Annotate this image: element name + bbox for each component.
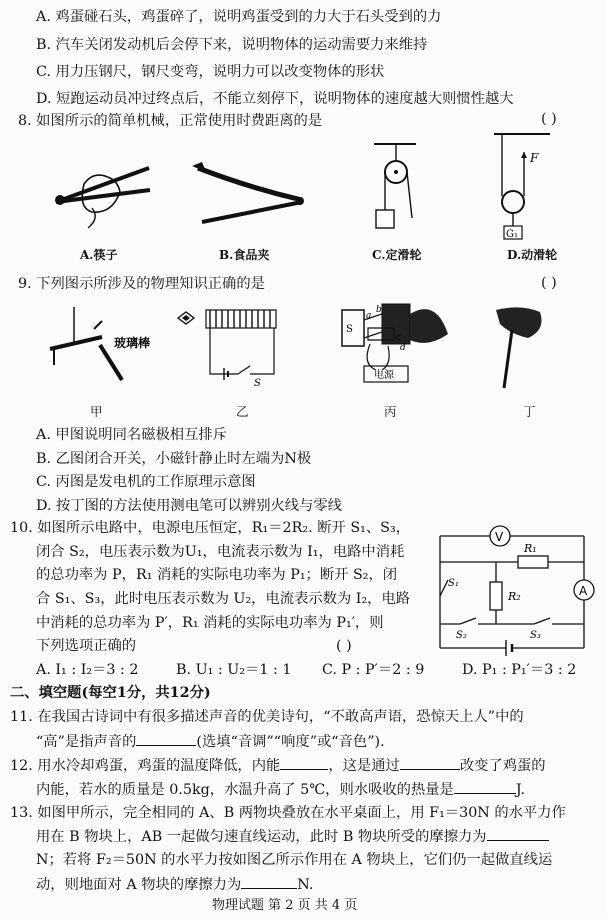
fig-label-c: c: [396, 333, 402, 343]
s1-label: S₁: [448, 578, 459, 589]
q10-line-4: 合 S₁、S₃，此时电压表示数为 U₂，电流表示数为 I₂，电路: [36, 591, 411, 607]
figure-bing-motor: [340, 302, 450, 394]
q11-line-2-prefix: “高”是指声音的: [36, 734, 137, 750]
figure-ding-tester: [490, 302, 550, 394]
q8-caption-b: B.食品夹: [219, 248, 270, 262]
q13-line-2-text: 用在 B 物块上，AB 一起做匀速直线运动，此时 B 物块所受的摩擦力为: [36, 829, 487, 845]
q11-line-2: [36, 731, 385, 752]
q13-line-4: [36, 874, 313, 895]
q10-line-6: 下列选项正确的: [36, 638, 137, 654]
q9-caption-bing: 丙: [384, 404, 397, 419]
ammeter-label: A: [579, 584, 588, 598]
figure-jia-magnet: [44, 305, 164, 390]
power-label: 电源: [374, 370, 394, 381]
r2-label: R₂: [508, 590, 521, 603]
voltmeter-label: V: [495, 530, 504, 544]
food-tongs-figure: [190, 160, 310, 230]
q12-line-1-part-c: 改变了鸡蛋的: [459, 758, 546, 774]
q13-line-4-suffix: N.: [297, 877, 314, 893]
q10-option-a: A. I₁ : I₂＝3 : 2: [36, 662, 139, 678]
fig-label-b: b: [376, 305, 382, 315]
q12-line-2-part-a: 内能，若水的质量是 0.5kg，水温升高了 5℃，则水吸收的热量是: [36, 782, 454, 798]
fixed-pulley-figure: [370, 140, 420, 240]
magnet-label: S: [346, 324, 353, 335]
q10-line-2: 闭合 S₂，电压表示数为U₁，电流表示数为 I₁，电路中消耗: [36, 544, 405, 560]
q8-caption-c: C.定滑轮: [372, 248, 422, 262]
q9-caption-jia: 甲: [90, 404, 103, 419]
q10-circuit-diagram: [426, 518, 596, 658]
figure-yi-solenoid: [176, 308, 286, 389]
q11-blank-1[interactable]: [136, 731, 196, 746]
q11-line-1: 11. 在我国古诗词中有很多描述声音的优美诗句，“不敢高声语，恐惊天上人”中的: [10, 709, 524, 725]
q7-option-a: A. 鸡蛋碰石头，鸡蛋碎了，说明鸡蛋受到的力大于石头受到的力: [36, 9, 442, 25]
q13-blank-1[interactable]: [487, 826, 549, 841]
q10-line-3: 的总功率为 P，R₁ 消耗的实际电功率为 P₁；断开 S₂，闭: [36, 567, 398, 583]
q13-line-4-prefix: 动，则地面对 A 物块的摩擦力为: [36, 877, 242, 893]
q13-line-2: [36, 826, 549, 847]
chopsticks-figure: [44, 150, 154, 240]
q9-option-c: C. 丙图是发电机的工作原理示意图: [36, 474, 256, 490]
q8-stem: 8. 如图所示的简单机械，正常使用时费距离的是: [18, 113, 323, 129]
force-label: F: [530, 151, 539, 165]
q7-option-d: D. 短跑运动员冲过终点后，不能立刻停下，说明物体的速度越大则惯性越大: [36, 91, 514, 107]
q13-line-1: 13. 如图甲所示，完全相同的 A、B 两物块叠放在水平桌面上，用 F₁＝30N 的水平力作: [10, 805, 566, 821]
q12-line-2: [36, 779, 525, 800]
q10-option-b: B. U₁ : U₂＝1 : 1: [176, 662, 292, 678]
q9-caption-ding: 丁: [523, 404, 536, 419]
q9-option-b: B. 乙图闭合开关，小磁针静止时左端为N极: [36, 451, 312, 467]
s3-label: S₃: [530, 630, 541, 641]
q13-blank-2[interactable]: [241, 874, 297, 889]
q12-line-1-part-b: ，这是通过: [328, 758, 400, 774]
glass-rod-label: 玻璃棒: [114, 336, 151, 350]
weight-label: G₁: [506, 229, 518, 240]
movable-pulley-figure: [492, 130, 552, 245]
q12-blank-1[interactable]: [280, 755, 328, 770]
q12-line-2-part-b: J.: [515, 782, 526, 798]
q12-blank-2[interactable]: [400, 755, 460, 770]
q9-stem: 9. 下列图示所涉及的物理知识正确的是: [18, 276, 265, 292]
q7-option-b: B. 汽车关闭发动机后会停下来，说明物体的运动需要力来维持: [36, 37, 428, 53]
q10-answer-paren: ( ): [336, 638, 352, 654]
fig-label-d: d: [400, 343, 406, 353]
q8-caption-a: A.筷子: [80, 248, 118, 262]
q9-answer-paren: ( ): [541, 275, 557, 291]
q10-line-1: 10. 如图所示电路中，电源电压恒定，R₁＝2R₂. 断开 S₁、S₃，: [10, 520, 410, 536]
q12-line-1-part-a: 12. 用水冷却鸡蛋，鸡蛋的温度降低，内能: [10, 758, 281, 774]
q8-caption-d: D.动滑轮: [507, 248, 558, 262]
q13-line-3: N；若将 F₂＝50N 的水平力按如图乙所示作用在 A 物块上，它们仍一起做直线运: [36, 852, 553, 868]
q10-line-5: 中消耗的总功率为 P′，R₁ 消耗的实际电功率为 P₁′，则: [36, 615, 384, 631]
switch-label: S: [254, 378, 261, 389]
q11-line-2-suffix: (选填“音调”“响度”或“音色”).: [196, 734, 385, 750]
q8-answer-paren: ( ): [541, 111, 557, 127]
q9-option-a: A. 甲图说明同名磁极相互排斥: [36, 427, 227, 443]
fig-label-a: a: [366, 311, 372, 321]
q12-blank-3[interactable]: [454, 779, 516, 794]
q10-option-c: C. P : P′＝2 : 9: [322, 662, 425, 678]
r1-label: R₁: [524, 542, 537, 555]
q10-option-d: D. P₁ : P₁′＝3 : 2: [462, 662, 577, 678]
section-2-heading: 二、填空题(每空1分，共12分): [10, 685, 211, 701]
page-footer: 物理试题 第 2 页 共 4 页: [212, 898, 358, 913]
s2-label: S₂: [456, 630, 467, 641]
q9-option-d: D. 按丁图的方法使用测电笔可以辨别火线与零线: [36, 498, 342, 514]
q9-caption-yi: 乙: [236, 404, 249, 419]
q7-option-c: C. 用力压钢尺，钢尺变弯，说明力可以改变物体的形状: [36, 64, 385, 80]
q12-line-1: [10, 755, 546, 776]
